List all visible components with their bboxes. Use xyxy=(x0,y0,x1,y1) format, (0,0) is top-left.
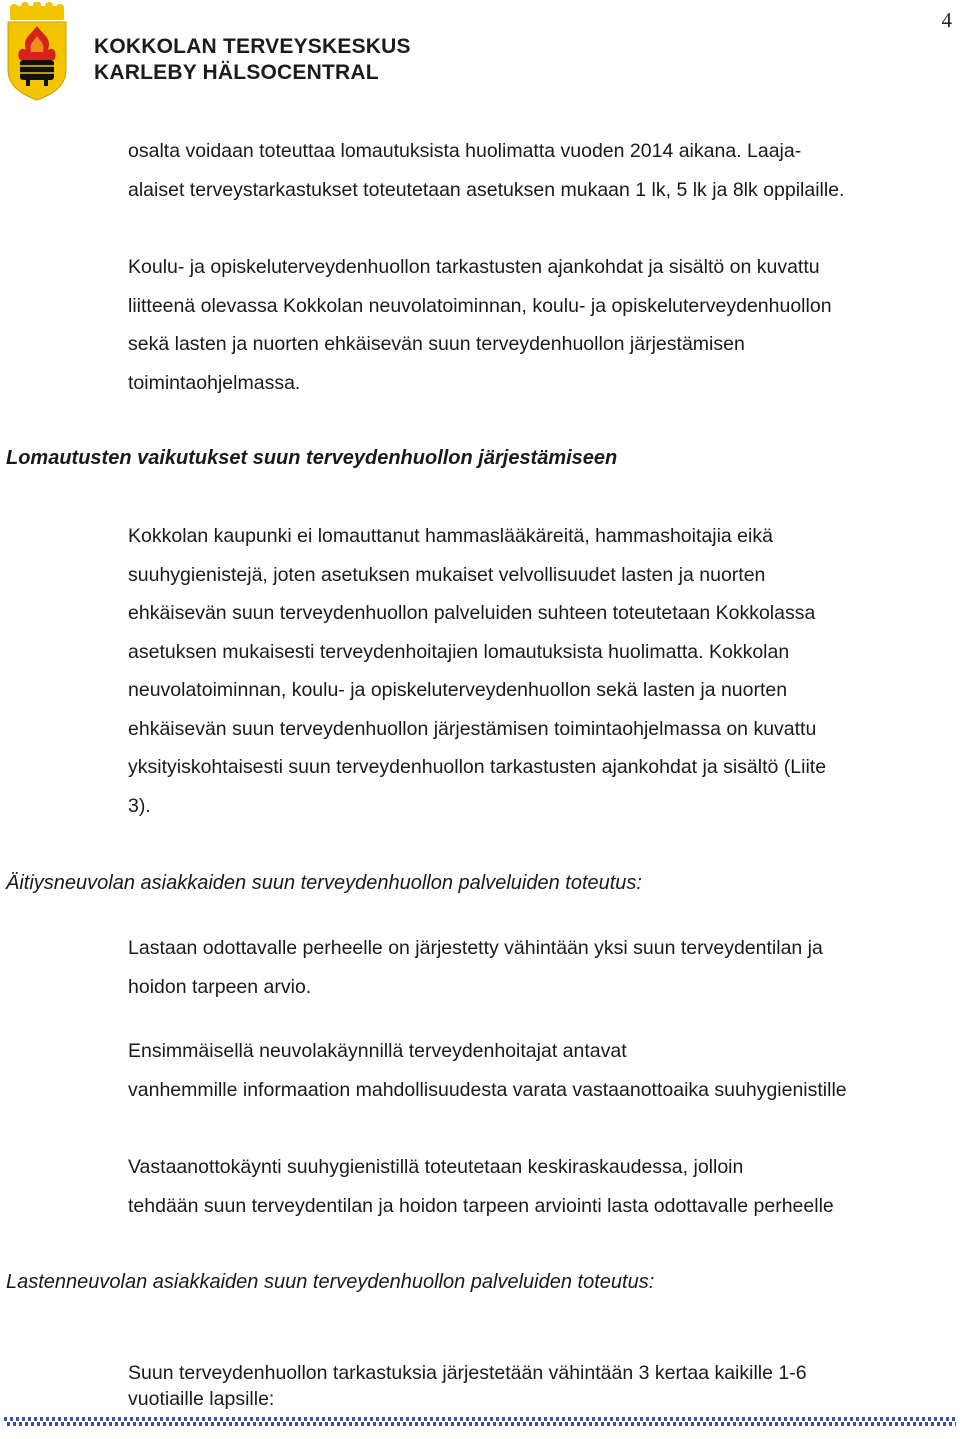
text-line: ehkäisevän suun terveydenhuollon järjestämisen toimintaohjelmassa on kuvattu xyxy=(128,717,817,740)
section-heading-layoffs: Lomautusten vaikutukset suun terveydenhuollon järjestämiseen xyxy=(6,447,618,469)
page-number: 4 xyxy=(941,8,952,32)
section-heading-maternity: Äitiysneuvolan asiakkaiden suun terveydenhuollon palveluiden toteutus: xyxy=(6,872,642,894)
text-line: ehkäisevän suun terveydenhuollon palveluiden suhteen toteutetaan Kokkolassa xyxy=(128,602,816,624)
coat-of-arms-icon xyxy=(4,2,70,102)
paragraph-4 xyxy=(128,929,948,1006)
text-line: tehdään suun terveydentilan ja hoidon tarpeen arviointi lasta odottavalle perheelle xyxy=(128,1194,834,1217)
text-line: Lastaan odottavalle perheelle on järjestetty vähintään yksi suun terveydentilan ja xyxy=(128,937,823,959)
paragraph-7 xyxy=(128,1360,948,1412)
text-line: osalta voidaan toteuttaa lomautuksista huolimatta vuoden 2014 aikana. Laaja- xyxy=(128,140,802,162)
paragraph-3 xyxy=(128,517,948,825)
footer-decorative-rule xyxy=(4,1417,956,1427)
text-line: 3). xyxy=(128,794,151,817)
text-line: Ensimmäisellä neuvolakäynnillä terveydenhoitajat antavat xyxy=(128,1040,627,1062)
text-line: Koulu- ja opiskeluterveydenhuollon tarkastusten ajankohdat ja sisältö on kuvattu xyxy=(128,256,820,278)
org-name-swedish: KARLEBY HÄLSOCENTRAL xyxy=(94,61,379,84)
text-line: Suun terveydenhuollon tarkastuksia järjestetään vähintään 3 kertaa kaikille 1-6 xyxy=(128,1362,807,1384)
text-line: yksityiskohtaisesti suun terveydenhuollon tarkastusten ajankohdat ja sisältö (Liite xyxy=(128,756,827,778)
paragraph-1 xyxy=(128,132,948,209)
text-line: neuvolatoiminnan, koulu- ja opiskeluterveydenhuollon sekä lasten ja nuorten xyxy=(128,679,788,701)
paragraph-2 xyxy=(128,248,948,402)
paragraph-5 xyxy=(128,1032,948,1109)
text-line: asetuksen mukaisesti terveydenhoitajien lomautuksista huolimatta. Kokkolan xyxy=(128,640,790,663)
text-line: sekä lasten ja nuorten ehkäisevän suun terveydenhuollon järjestämisen xyxy=(128,333,745,355)
text-line: Vastaanottokäynti suuhygienistillä toteutetaan keskiraskaudessa, jolloin xyxy=(128,1156,744,1178)
paragraph-6 xyxy=(128,1148,948,1225)
text-line: alaiset terveystarkastukset toteutetaan asetuksen mukaan 1 lk, 5 lk ja 8lk oppilaille. xyxy=(128,178,845,201)
text-line: hoidon tarpeen arvio. xyxy=(128,975,312,998)
text-line: toimintaohjelmassa. xyxy=(128,371,301,394)
text-line: Kokkolan kaupunki ei lomauttanut hammaslääkäreitä, hammashoitajia eikä xyxy=(128,525,773,547)
text-line: vanhemmille informaation mahdollisuudesta varata vastaanottoaika suuhygienistille xyxy=(128,1078,847,1101)
text-line: liitteenä olevassa Kokkolan neuvolatoiminnan, koulu- ja opiskeluterveydenhuollon xyxy=(128,294,832,317)
text-line: suuhygienistejä, joten asetuksen mukaiset velvollisuudet lasten ja nuorten xyxy=(128,563,766,586)
text-line: vuotiaille lapsille: xyxy=(128,1388,275,1410)
org-name-finnish: KOKKOLAN TERVEYSKESKUS xyxy=(94,35,411,58)
section-heading-child-clinic: Lastenneuvolan asiakkaiden suun terveydenhuollon palveluiden toteutus: xyxy=(6,1271,655,1293)
